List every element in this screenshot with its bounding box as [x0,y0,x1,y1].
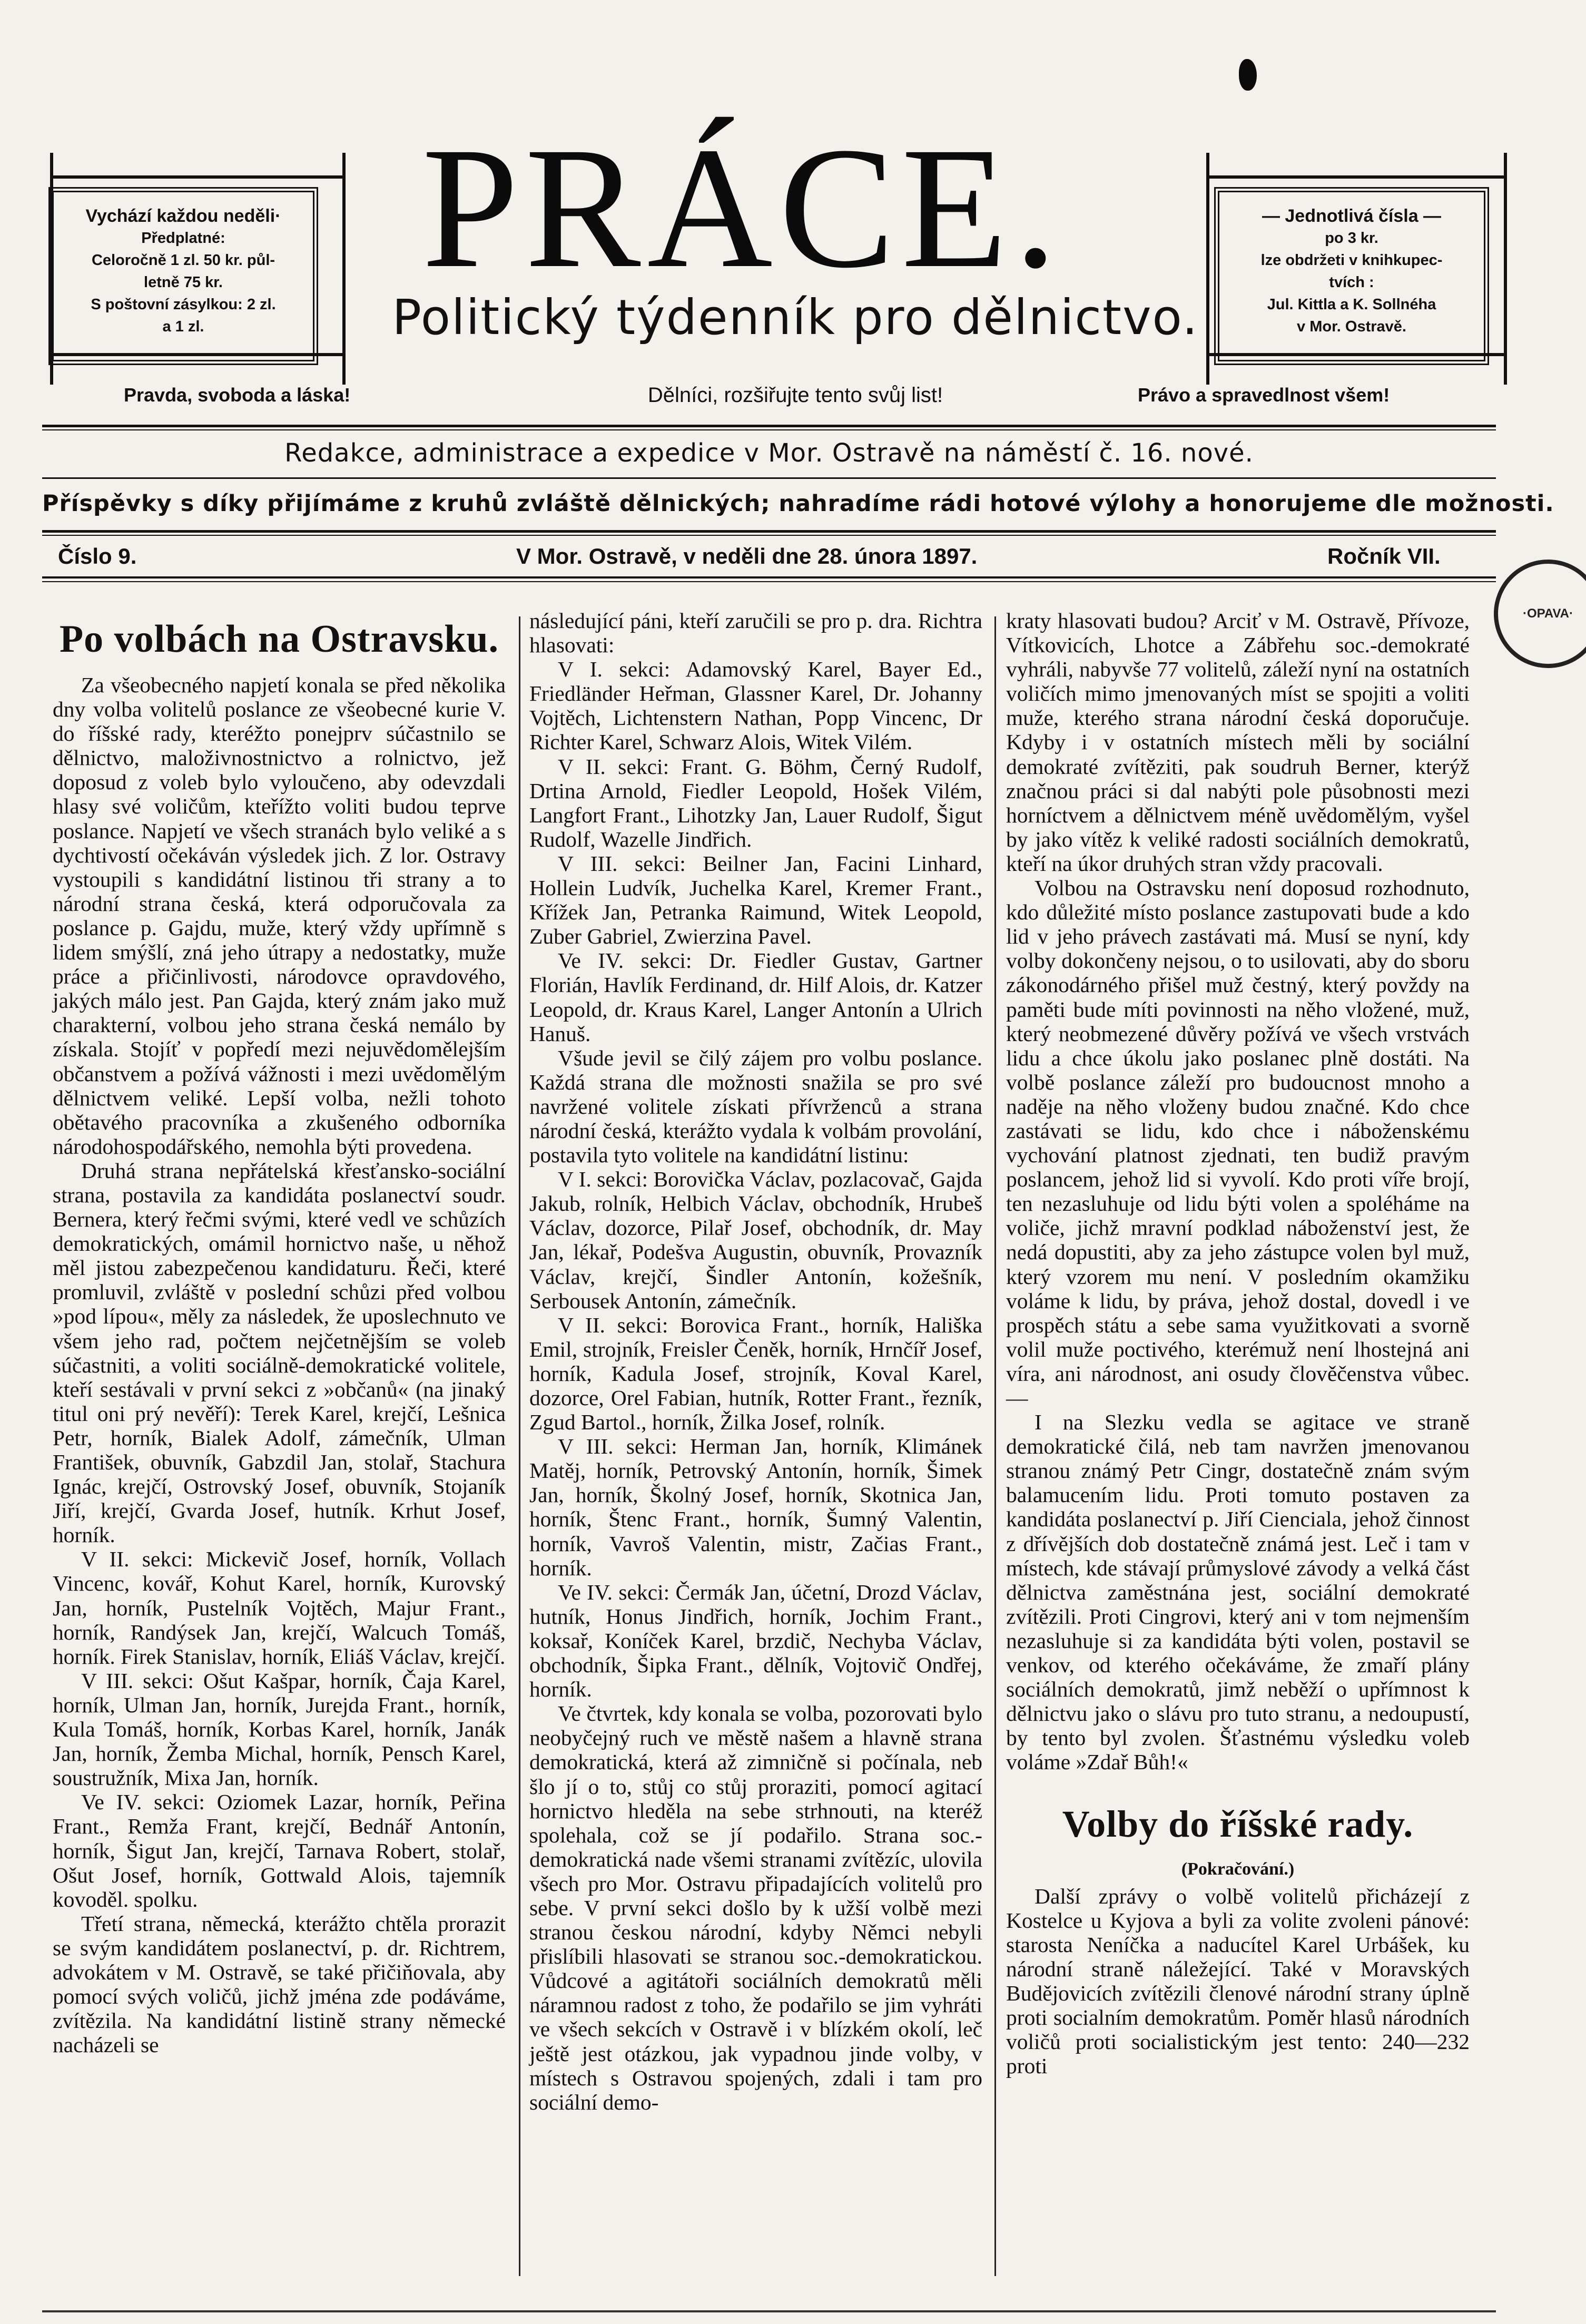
paragraph: V I. sekci: Adamovský Karel, Bayer Ed., Friedländer Heřman, Glassner Karel, Dr. Johanny Vojtěch, Lichtenstern Nathan, Popp Vincenc, Dr Richter Karel, Schwarz Alois, Witek Vilém. [529,657,982,754]
motto-center: Dělníci, rozšiřujte tento svůj list! [647,384,943,407]
column-2 [529,609,982,2114]
editorial-address: Redakce, administrace a expedice v Mor. Ostravě na náměstí č. 16. nové. [284,438,1254,468]
paragraph: Druhá strana nepřátelská křesťansko-sociální strana, postavila za kandidáta poslanectví soudr. Bernera, který řečmi svými, které vedl ve schůzích demokratických, omámil hornictvo naše, u něhož měl jistou zabezpečenou kandidaturu. Řeči, které promluvil, zvláště v poslední schůzi před volbou »pod lípou«, měly za následek, že uposlechnuto ve všem jeho rad, počtem nejčetnějším se voleb súčastniti, a voliti sociálně-demokratické volitele, kteří sestávali v první sekci z »občanů« (na jinaký titul oni prý nevěří): Terek Karel, krejčí, Lešnica Petr, horník, Bialek Adolf, zámečník, Ulman František, obuvník, Gabzdil Jan, stolař, Stachura Ignác, krejčí, Ostrovský Josef, obuvník, Stojaník Jiří, krejčí, Gvarda Josef, hutník. Krhut Josef, horník. [53,1158,506,1547]
column-separator-1 [519,616,520,2276]
newspaper-subtitle: Politický týdenník pro dělnictvo. [392,289,1199,346]
issue-date: V Mor. Ostravě, v neděli dne 28. února 1897. [516,544,978,568]
masthead-rule-right-top [1206,175,1506,179]
article-title: Volby do říšské rady. [1062,1802,1414,1845]
stamp-text: ·OPAVA· [1523,606,1573,621]
column-separator-2 [994,616,996,2276]
contributions-note: Příspěvky s díky přijímáme z kruhů zvláště dělnických; nahradíme rádi hotové výlohy a honorujeme dle možnosti. [42,491,1554,517]
subscription-line: S poštovní zásylkou: 2 zl. [91,296,276,313]
subscription-line: letně 75 kr. [144,274,223,291]
single-issues-line: tvích : [1329,274,1374,291]
rule-4b [42,581,1496,582]
single-issues-heading: — Jednotlivá čísla — [1262,206,1442,226]
masthead-rule-left-top [50,175,345,179]
rule-3b [42,535,1496,536]
paragraph: Další zprávy o volbě volitelů přicházejí z Kostelce u Kyjova a byli za volite zvoleni pánové: starosta Neníčka a naducítel Karel Urbášek, ku národní straně náležející. Také v Moravských Budějovicích zvítězili členové národní strany úplně proti socialním demokratům. Poměr hlasů národních voličů proti socialistickým jest tento: 240—232 proti [1006,1884,1470,2078]
paragraph: Všude jevil se čilý zájem pro volbu poslance. Každá strana dle možnosti snažila se pro své navržené volitele získati přívrženců a strana národní česká, kterážto vydala k volbám provolání, postavila tyto volitele na kandidátní listinu: [529,1045,982,1168]
paragraph: Za všeobecného napjetí konala se před několika dny volba volitelů poslance ze všeobecné kurie V. do říšské rady, kteréžto ponejprv súčastnilo se dělnictvo, maloživnostnictvo a rolnictvo, jež doposud z voleb bylo vyloučeno, aby odevzdali hlasy své voličům, kteřížto voliti budou teprve poslance. Napjetí ve všech stranách bylo veliké a s dychtivostí očekáván výsledek jich. Z lor. Ostravy vystoupili s kandidátní listinou tři strany a to národní strana česká, která odporučovala za poslance p. Gajdu, muže, který vždy upřímně s lidem smýšlí, zná jeho útrapy a nedostatky, muže práce a přičinlivosti, národovce opravdového, jakých málo jest. Pan Gajda, který znám jako muž charakterní, volbou jeho strana česká nemálo by získala. Stojíť v popředí mezi nejuvědomělejším občanstvem a požívá vážnosti i mezi uvědomělým dělnictvem veliké. Lepší volba, nežli tohoto obětavého pracovníka a zkušeného odborníka národohospodářského, nemohla býti provedena. [53,673,506,1159]
single-issues-box [1214,187,1489,365]
subscription-heading: Vychází každou neděli· [85,206,281,226]
rule-1 [42,425,1496,427]
subscription-box [48,187,318,365]
subscription-line: Celoročně 1 zl. 50 kr. půl- [91,252,275,269]
column-1 [53,609,506,2057]
paragraph: kraty hlasovati budou? Arciť v M. Ostravě, Přívoze, Vítkovicích, Lhotce a Zábřehu soc.-demokraté vyhráli, nabyvše 77 volitelů, záleží nyní na ostatních voličích mimo jmenovaných míst se spojiti a voliti muže, kterého strana národní česká doporučuje. Kdyby i v ostatních místech měli by sociální demokraté zvítěziti, pak soudruh Berner, kterýž značnou práci si dal nabýti pole působnosti mezi horníctvem a dělnictvem méně uvědomělým, vyšel by jako vítěz k veliké radosti sociálních demokratů, kteří na úkor druhých stran vždy pracovali. [1006,609,1470,876]
subscription-line: a 1 zl. [162,318,204,335]
masthead-rule-right-v1 [1206,153,1209,385]
paragraph: Třetí strana, německá, kterážto chtěla prorazit se svým kandidátem poslanectví, p. dr. Richtrem, advokátem v M. Ostravě, se také přičiňovala, aby pomocí svých voličů, jichž jména zde podáváme, zvítězila. Na kandidátní listině strany německé nacházeli se [53,1911,506,2057]
paragraph: Ve IV. sekci: Oziomek Lazar, horník, Peřina Frant., Remža Frant, krejčí, Bednář Antonín, horník, Šigut Jan, krejčí, Tarnava Robert, stolař, Ošut Josef, horník, Gottwald Alois, tajemník kovoděl. spolku. [53,1790,506,1911]
single-issues-line: v Mor. Ostravě. [1297,318,1406,335]
ink-blot [1239,59,1257,91]
paragraph: Volbou na Ostravsku není doposud rozhodnuto, kdo důležité místo poslance zastupovati bude a kdo lid v jeho právech zastávati má. Musí se nyní, kdy volby dokončeny nejsou, o to usilovati, aby do sboru zákonodárného přišel muž čestný, který povždy na paměti bude míti povinnosti na něho vložené, muž, který neobmezené důvěry požívá ve všech vrstvách lidu a chce úkolu jako poslanec plně dostáti. Na volbě poslance záleží pro budoucnost mnoho a naděje na něho vloženy budou značné. Kdo chce zastávati se lidu, kdo chce i náboženskému vychování platnost zjednati, ten budiž pravým poslancem, jehož lid si vyvolí. Kdo proti víře brojí, ten nezasluhuje od lidu býti volen a spoléháme na voliče, jichž mravní podklad náboženství jest, že nedá dopustiti, aby za jeho zástupce volen byl muž, který vzorem mu není. V posledním okamžiku voláme k lidu, by práva, jehož dostal, dovedl i ve prospěch státu a sebe sama využitkovati a svorně volil muže poctivého, kterémuž není lhostejná ani víra, ani národnost, ani osudy člověčenstva vůbec. — [1006,876,1470,1410]
paragraph: Ve čtvrtek, kdy konala se volba, pozorovati bylo neobyčejný ruch ve městě našem a hlavně strana demokratická, která až zimničně si počínala, neb šlo jí o to, stůj co stůj proraziti, pomocí agitací hornictvo hleděla na sebe strhnouti, na kteréž spolehala, což se jí podařilo. Strana soc.-demokratická nade všemi stranami zvítězíc, ulovila všech pro Mor. Ostravu připadajících volitelů pro sebe. V první sekci došlo by k užší volbě mezi stranou českou národní, kdyby Němci nebyli přislíbili hlasovati se stranou soc.-demokratickou. Vůdcové a agitátoři sociálních demokratů měli náramnou radost z toho, že podařilo se jim vyhráti ve všech sekcích v Ostravě i v blízkém okolí, leč ještě jest otázkou, jak vypadnou jinde volby, v místech s Ostravou spojených, zdali i tam pro sociální demo- [529,1701,982,2114]
continued-mark: (Pokračování.) [1181,1859,1295,1879]
paragraph: V II. sekci: Borovica Frant., horník, Hališka Emil, strojník, Freisler Čeněk, horník, Hrnčíř Josef, horník, Kadula Josef, strojník, Koval Karel, dozorce, Orel Fabian, hutník, Rotter Frant., řezník, Zgud Bartol., horník, Žilka Josef, rolník. [529,1312,982,1435]
article-title: Po volbách na Ostravsku. [59,617,499,661]
issue-year: Ročník VII. [1327,544,1441,568]
rule-3 [42,530,1496,533]
paragraph: V III. sekci: Beilner Jan, Facini Linhard, Hollein Ludvík, Juchelka Karel, Kremer Frant., Křížek Jan, Petranka Raimund, Witek Leopold, Zuber Gabriel, Zwierzina Pavel. [529,851,982,949]
paragraph: Ve IV. sekci: Čermák Jan, účetní, Drozd Václav, hutník, Honus Jindřich, horník, Jochim Frant., koksař, Koníček Karel, brzdič, Nechyba Václav, obchodník, Šipka Frant., dělník, Vojtovič Ondřej, horník. [529,1580,982,1702]
newspaper-title: PRÁCE. [421,112,1064,304]
masthead-rule-right-v2 [1504,153,1507,385]
paragraph: Ve IV. sekci: Dr. Fiedler Gustav, Gartner Florián, Havlík Ferdinand, dr. Hilf Alois, dr. Katzer Leopold, dr. Kraus Karel, Langer Antonín a Ulrich Hanuš. [529,948,982,1046]
single-issues-line: po 3 kr. [1325,230,1378,247]
rule-1b [42,429,1496,430]
paragraph: V III. sekci: Herman Jan, horník, Klimánek Matěj, horník, Petrovský Antonín, horník, Šimek Jan, horník, Školný Josef, horník, Skotnica Jan, horník, Štenc Frant., horník, Šumný Valentin, horník, Vavroš Valentin, mistr, Začias Frant., horník. [529,1434,982,1580]
library-stamp [1494,560,1586,668]
paragraph: V III. sekci: Ošut Kašpar, horník, Čaja Karel, horník, Ulman Jan, horník, Jurejda Frant., horník, Kula Tomáš, horník, Korbas Karel, horník, Janák Jan, horník, Žemba Michal, horník, Pensch Karel, soustružník, Mixa Jan, horník. [53,1668,506,1790]
motto-right: Právo a spravedlnost všem! [1138,384,1390,406]
rule-4 [42,576,1496,578]
column-3 [1006,609,1470,2078]
bottom-edge-rule [42,2310,1496,2312]
paragraph: I na Slezku vedla se agitace ve straně demokratické čilá, neb tam navržen jmenovanou stranou známý Petr Cingr, dostatečně znám svým balamucením lidu. Proti tomuto postaven za kandidáta poslanectví p. Jiří Cienciala, jehož činnost z dřívějších dob dostatečně známá jest. Leč i tam v místech, kde stávají průmyslové závody a velká část dělnictva zaměstnána jest, sociální demokraté zvítězili. Proti Cingrovi, který ani v tom nejmenším nezasluhuje si za kandidáta býti volen, postavil se venkov, od kterého očekáváme, že zmaří plány sociálních demokratů, jimž neběží o upřímnost k dělnictvu jako o slávu pro tuto stranu, a nedoupustí, by tento byl zvolen. Šťastnému výsledku voleb voláme »Zdař Bůh!« [1006,1410,1470,1774]
single-issues-line: Jul. Kittla a K. Sollnéha [1267,296,1436,313]
motto-left: Pravda, svoboda a láska! [124,384,351,406]
paragraph: V II. sekci: Mickevič Josef, horník, Vollach Vincenc, kovář, Kohut Karel, horník, Kurovský Jan, horník, Pustelník Vojtěch, Majur Frant., horník, Randýsek Jan, krejčí, Walcuch Tomáš, horník. Firek Stanislav, horník, Eliáš Václav, krejčí. [53,1547,506,1669]
subscription-line: Předplatné: [141,230,225,247]
rule-2 [42,477,1496,479]
single-issues-line: lze obdržeti v knihkupec- [1260,252,1443,269]
paragraph: následující páni, kteří zaručili se pro p. dra. Richtra hlasovati: [529,609,982,658]
issue-number: Číslo 9. [58,544,137,568]
paragraph: V II. sekci: Frant. G. Böhm, Černý Rudolf, Drtina Arnold, Fiedler Leopold, Hošek Vilém, Langfort Frant., Lihotzky Jan, Lauer Rudolf, Šigut Rudolf, Wazelle Jindřich. [529,754,982,851]
paragraph: V I. sekci: Borovička Václav, pozlacovač, Gajda Jakub, rolník, Helbich Václav, obchodník, Hrubeš Václav, dozorce, Pilař Josef, obchodník, dr. May Jan, lékař, Podešva Augustin, obuvník, Provazník Václav, krejčí, Šindler Antonín, kožešník, Serbousek Antonín, zámečník. [529,1167,982,1313]
